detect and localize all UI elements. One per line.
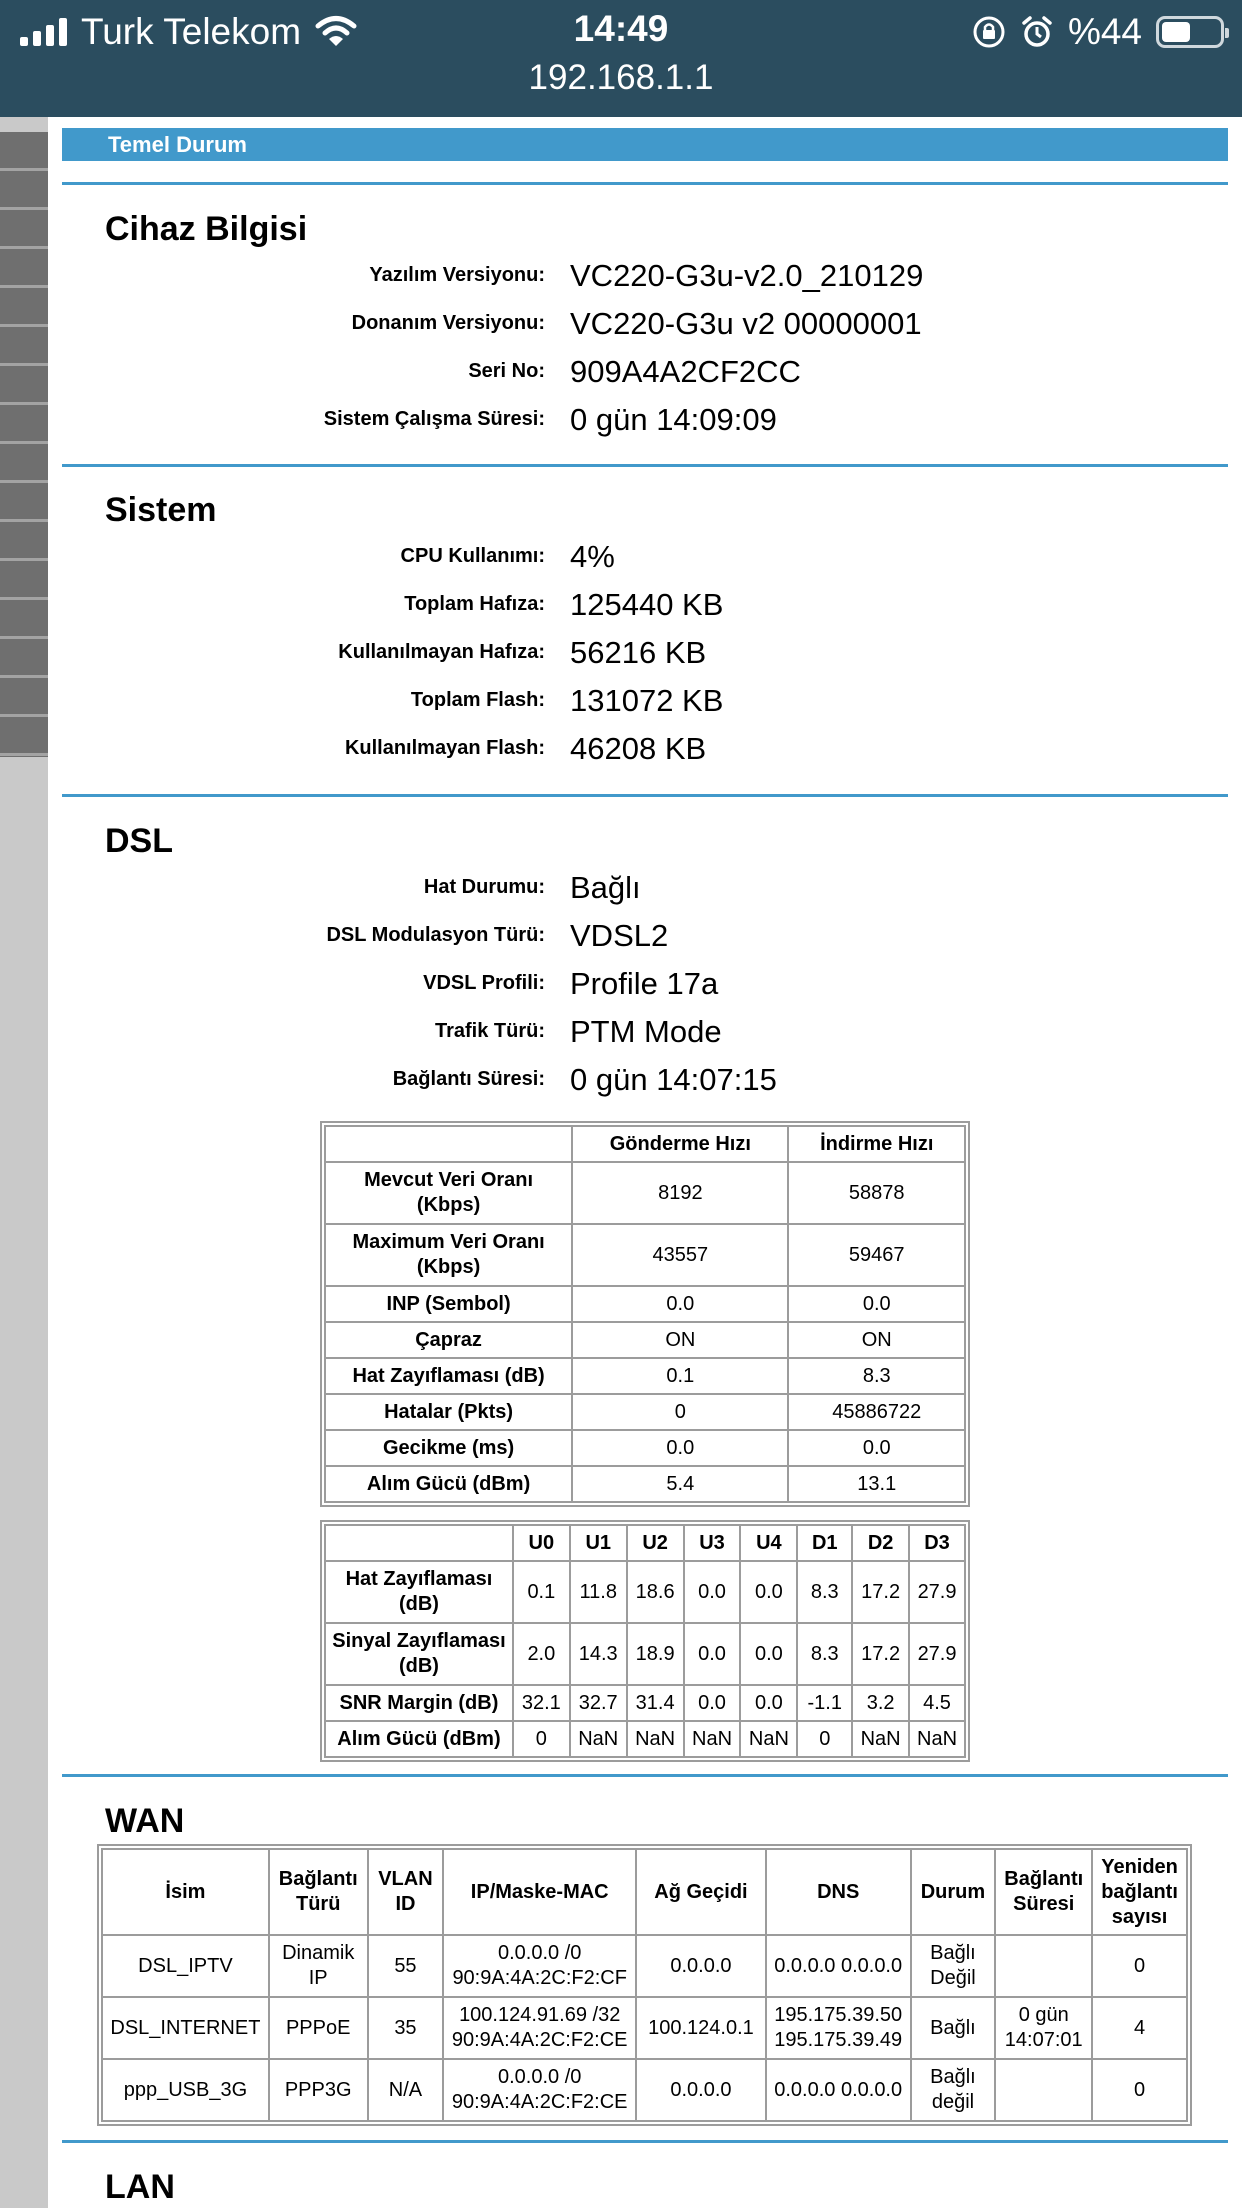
table-header-row: U0 U1 U2 U3 U4 D1 D2 D3 (325, 1525, 965, 1561)
device-row: Seri No: 909A4A2CF2CC (468, 354, 801, 389)
dsl-row: Trafik Türü: PTM Mode (434, 1014, 722, 1049)
divider (62, 182, 1228, 185)
divider (62, 2140, 1228, 2143)
alarm-clock-icon (1020, 15, 1054, 49)
table-row: Hat Zayıflaması (dB) 0.1 11.8 18.6 0.0 0.0 8.3 17.2 27.9 (325, 1561, 965, 1623)
system-row: Kullanılmayan Hafıza: 56216 KB (338, 635, 707, 670)
dsl-rate-table (324, 1125, 966, 1503)
dsl-row: DSL Modulasyon Türü: VDSL2 (326, 918, 669, 953)
status-right (972, 8, 1224, 56)
url-bar[interactable]: 192.168.1.1 (528, 58, 714, 97)
table-row: Hatalar (Pkts) 0 45886722 (325, 1394, 965, 1430)
table-row: Çapraz ON ON (325, 1322, 965, 1358)
table-row: DSL_INTERNET PPPoE 35 100.124.91.69 /32 90:9A:4A:2C:F2:CE 100.124.0.1 195.175.39.50 195.175.39.49 Bağlı 0 gün 14:07:01 4 (102, 1997, 1187, 2059)
table-row: Sinyal Zayıflaması (dB) 2.0 14.3 18.9 0.0 0.0 8.3 17.2 27.9 (325, 1623, 965, 1685)
table-row: INP (Sembol) 0.0 0.0 (325, 1286, 965, 1322)
section-title-device: Cihaz Bilgisi (105, 210, 308, 248)
carrier-name: Turk Telekom (81, 11, 302, 52)
table-row: ppp_USB_3G PPP3G N/A 0.0.0.0 /0 90:9A:4A:2C:F2:CE 0.0.0.0 0.0.0.0 0.0.0.0 Bağlı değil 0 (102, 2059, 1187, 2121)
divider (62, 464, 1228, 467)
table-header-row: İsim Bağlantı Türü VLAN ID IP/Maske-MAC Ağ Geçidi DNS Durum Bağlantı Süresi Yeniden bağlantı sayısı (102, 1849, 1187, 1935)
divider (62, 1774, 1228, 1777)
system-row: Kullanılmayan Flash: 46208 KB (344, 731, 707, 766)
table-row: DSL_IPTV Dinamik IP 55 0.0.0.0 /0 90:9A:4A:2C:F2:CF 0.0.0.0 0.0.0.0 0.0.0.0 Bağlı Değil 0 (102, 1935, 1187, 1997)
dsl-row: VDSL Profili: Profile 17a (423, 966, 719, 1001)
section-title-system: Sistem (105, 491, 217, 529)
dsl-row: Bağlantı Süresi: 0 gün 14:07:15 (392, 1062, 777, 1097)
table-row: Alım Gücü (dBm) 5.4 13.1 (325, 1466, 965, 1502)
wan-table (101, 1848, 1188, 2122)
table-row: Mevcut Veri Oranı (Kbps) 8192 58878 (325, 1162, 965, 1224)
section-title-dsl: DSL (105, 822, 173, 860)
battery-percent: %44 (1067, 11, 1142, 52)
device-row: Donanım Versiyonu: VC220-G3u v2 00000001 (351, 306, 922, 341)
divider (62, 794, 1228, 797)
browser-status-bar (0, 0, 1242, 117)
table-row: Gecikme (ms) 0.0 0.0 (325, 1430, 965, 1466)
table-row: Maximum Veri Oranı (Kbps) 43557 59467 (325, 1224, 965, 1286)
device-row: Sistem Çalışma Süresi: 0 gün 14:09:09 (323, 402, 777, 437)
table-row: Alım Gücü (dBm) 0 NaN NaN NaN NaN 0 NaN NaN (325, 1721, 965, 1757)
table-row: Hat Zayıflaması (dB) 0.1 8.3 (325, 1358, 965, 1394)
system-row: Toplam Hafıza: 125440 KB (404, 587, 724, 622)
dsl-band-table (324, 1524, 966, 1758)
section-title-wan: WAN (105, 1802, 185, 1840)
table-header-row: Gönderme Hızı İndirme Hızı (325, 1126, 965, 1162)
system-row: CPU Kullanımı: 4% (400, 539, 615, 574)
section-title-lan: LAN (105, 2168, 175, 2206)
system-row: Toplam Flash: 131072 KB (410, 683, 724, 718)
table-row: SNR Margin (dB) 32.1 32.7 31.4 0.0 0.0 -1.1 3.2 4.5 (325, 1685, 965, 1721)
clock: 14:49 (573, 8, 669, 49)
page-header-bar: Temel Durum (62, 128, 1228, 161)
rotation-lock-icon (972, 15, 1006, 49)
battery-icon (1156, 16, 1224, 48)
device-row: Yazılım Versiyonu: VC220-G3u-v2.0_210129 (369, 258, 924, 293)
dsl-row: Hat Durumu: Bağlı (423, 870, 641, 905)
